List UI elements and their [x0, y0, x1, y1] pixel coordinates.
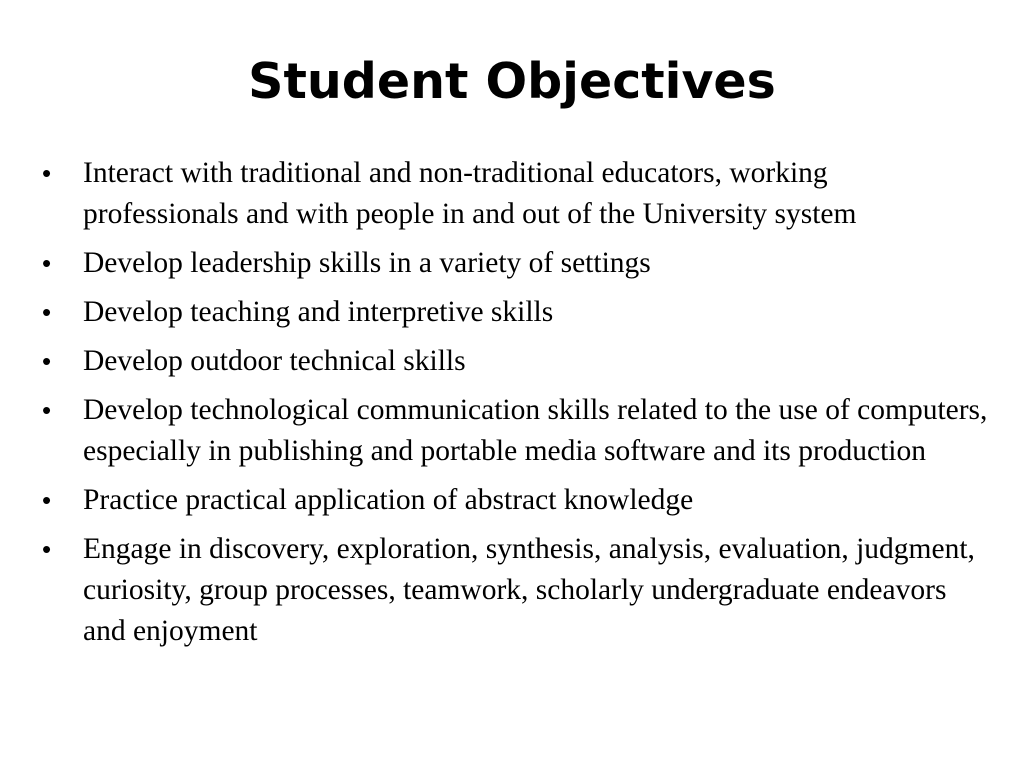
bullet-item	[40, 153, 990, 235]
bullet-text: Develop leadership skills in a variety of settings	[83, 247, 651, 279]
bullet-text: Interact with traditional and non-traditional educators, working professionals and with people in and out of the University system	[83, 157, 857, 230]
bullet-point-icon: •	[42, 485, 52, 515]
bullet-point-icon: •	[42, 534, 52, 564]
bullet-text: Develop technological communication skills related to the use of computers, especially in publishing and portable media software and its production	[83, 394, 988, 467]
bullet-item	[40, 341, 990, 382]
bullet-point-icon: •	[42, 346, 52, 376]
bullet-text: Engage in discovery, exploration, synthesis, analysis, evaluation, judgment, curiosity, group processes, teamwork, scholarly undergraduate endeavors and enjoyment	[83, 533, 975, 647]
bullet-text: Develop teaching and interpretive skills	[83, 296, 554, 328]
bullet-item	[40, 480, 990, 521]
bullet-list	[40, 153, 990, 660]
bullet-item	[40, 292, 990, 333]
slide-title: Student Objectives	[248, 53, 776, 110]
bullet-point-icon: •	[42, 158, 52, 188]
bullet-point-icon: •	[42, 395, 52, 425]
bullet-text: Practice practical application of abstract knowledge	[83, 484, 694, 516]
bullet-point-icon: •	[42, 297, 52, 327]
bullet-item	[40, 529, 990, 652]
bullet-item	[40, 243, 990, 284]
bullet-point-icon: •	[42, 248, 52, 278]
bullet-item	[40, 390, 990, 472]
bullet-text: Develop outdoor technical skills	[83, 345, 466, 377]
